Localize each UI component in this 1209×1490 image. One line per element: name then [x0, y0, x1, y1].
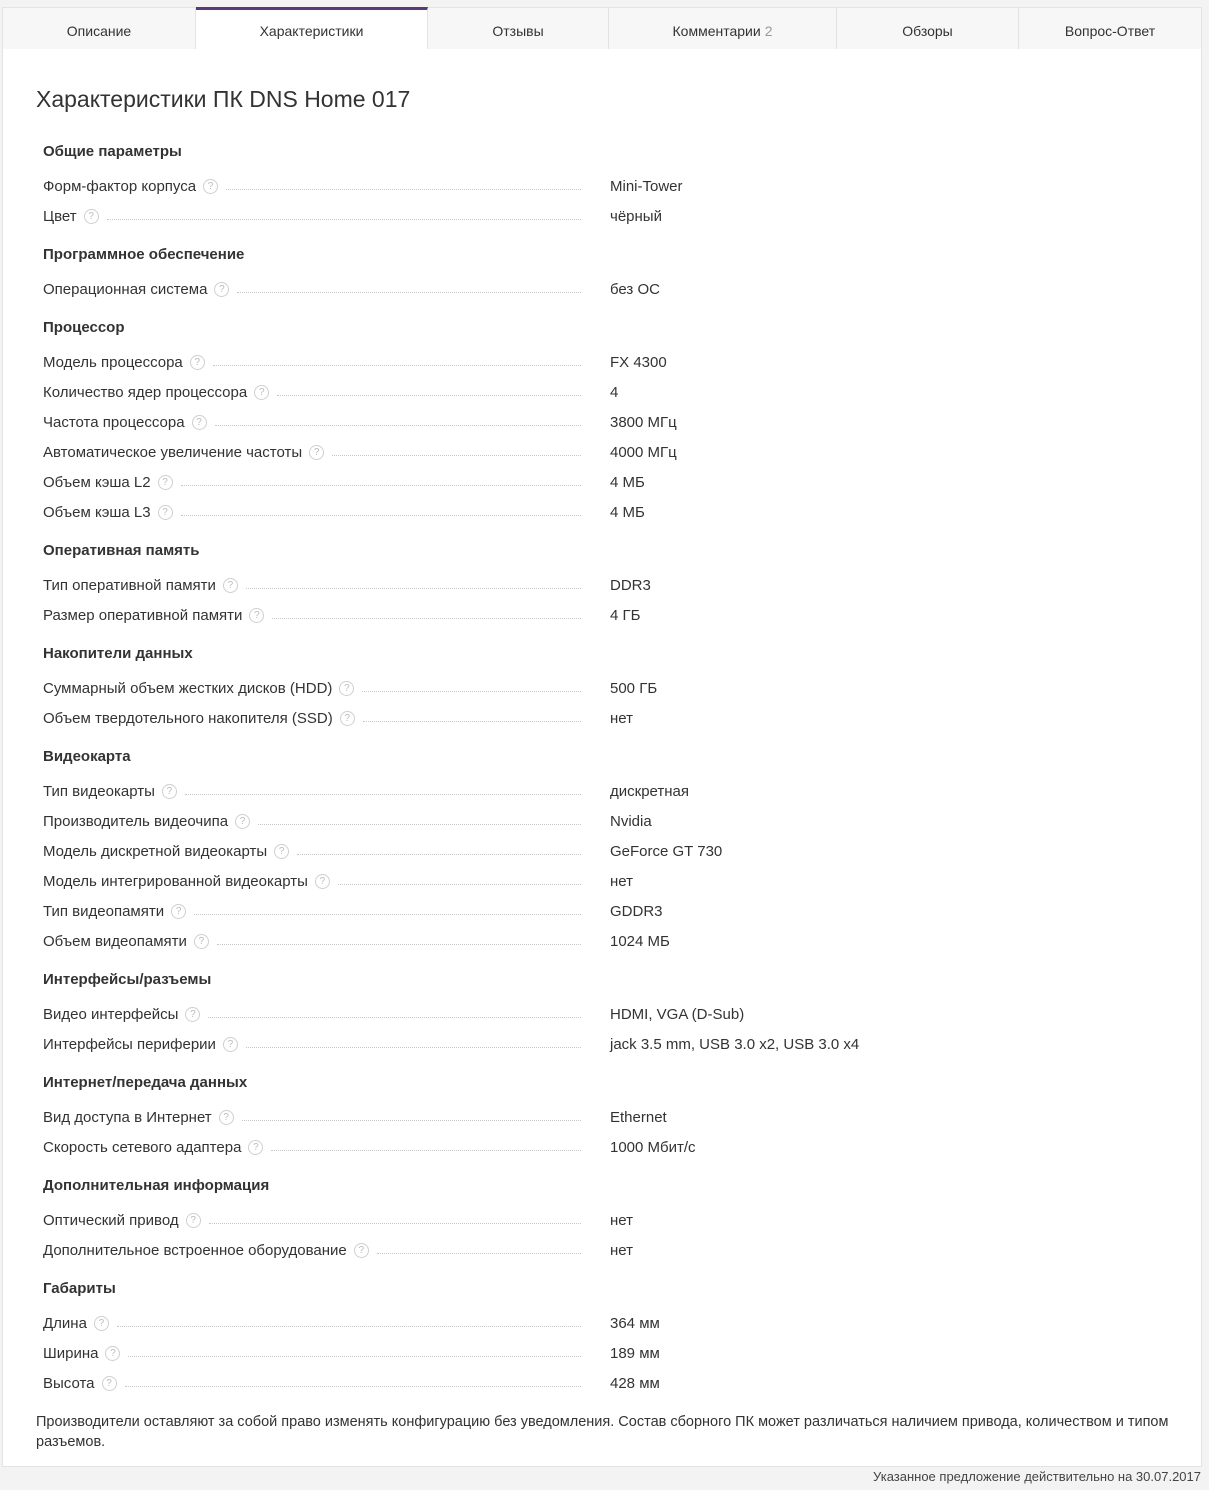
spec-name-cell [43, 1345, 595, 1362]
tab-5[interactable] [837, 7, 1019, 50]
spec-value: 189 мм [610, 1344, 660, 1362]
spec-name: Оптический привод [43, 1211, 179, 1229]
question-circle-icon[interactable]: ? [248, 1140, 263, 1155]
spec-name-cell [43, 813, 595, 830]
question-circle-icon[interactable]: ? [186, 1213, 201, 1228]
spec-value: 500 ГБ [610, 679, 658, 697]
dotted-leader [242, 1120, 581, 1121]
spec-group [43, 1072, 1173, 1162]
dotted-leader [258, 824, 581, 825]
spec-row [43, 600, 1173, 630]
spec-name: Высота [43, 1374, 95, 1392]
spec-name: Интерфейсы периферии [43, 1035, 216, 1053]
spec-row [43, 497, 1173, 527]
question-circle-icon[interactable]: ? [162, 784, 177, 799]
tab-label: Описание [66, 23, 132, 39]
spec-group-title: Общие параметры [43, 143, 182, 160]
spec-name-cell [43, 444, 595, 461]
dotted-leader [213, 365, 581, 366]
question-circle-icon[interactable]: ? [84, 209, 99, 224]
spec-name-cell [43, 783, 595, 800]
dotted-leader [217, 944, 581, 945]
spec-name: Количество ядер процессора [43, 383, 248, 401]
spec-value: дискретная [610, 782, 689, 800]
question-circle-icon[interactable]: ? [214, 282, 229, 297]
product-tabs [2, 7, 1202, 50]
spec-row [43, 1132, 1173, 1162]
tab-label: Комментарии [672, 23, 761, 39]
spec-name-cell [43, 354, 595, 371]
dotted-leader [209, 1223, 581, 1224]
spec-group-title: Видеокарта [43, 748, 131, 765]
spec-name-cell [43, 577, 595, 594]
question-circle-icon[interactable]: ? [249, 608, 264, 623]
spec-row [43, 673, 1173, 703]
dotted-leader [128, 1356, 581, 1357]
question-circle-icon[interactable]: ? [315, 874, 330, 889]
spec-row [43, 274, 1173, 304]
spec-row [43, 437, 1173, 467]
question-circle-icon[interactable]: ? [339, 681, 354, 696]
spec-name: Объем кэша L2 [43, 473, 151, 491]
tab-label: Характеристики [259, 23, 364, 39]
dotted-leader [246, 588, 581, 589]
dotted-leader [338, 884, 581, 885]
spec-name-cell [43, 384, 595, 401]
spec-row [43, 776, 1173, 806]
spec-value: нет [610, 709, 633, 727]
spec-name-cell [43, 504, 595, 521]
spec-name-cell [43, 414, 595, 431]
dotted-leader [226, 189, 581, 190]
spec-name: Производитель видеочипа [43, 812, 229, 830]
spec-row [43, 836, 1173, 866]
spec-row [43, 407, 1173, 437]
spec-name: Частота процессора [43, 413, 185, 431]
spec-row [43, 703, 1173, 733]
spec-name: Длина [43, 1314, 87, 1332]
spec-row [43, 1029, 1173, 1059]
spec-value: Mini-Tower [610, 177, 683, 195]
spec-value: GeForce GT 730 [610, 842, 723, 860]
spec-group [43, 746, 1173, 956]
spec-value: без ОС [610, 280, 660, 298]
spec-value: 364 мм [610, 1314, 660, 1332]
question-circle-icon[interactable]: ? [158, 505, 173, 520]
spec-group-title: Накопители данных [43, 645, 193, 662]
spec-name: Форм-фактор корпуса [43, 177, 197, 195]
spec-value: Ethernet [610, 1108, 667, 1126]
spec-group-title: Оперативная память [43, 542, 200, 559]
spec-value: jack 3.5 mm, USB 3.0 x2, USB 3.0 x4 [610, 1035, 860, 1053]
tab-label: Вопрос-Ответ [1064, 23, 1156, 39]
spec-name-cell [43, 933, 595, 950]
spec-value: DDR3 [610, 576, 651, 594]
dotted-leader [107, 219, 581, 220]
question-circle-icon[interactable]: ? [274, 844, 289, 859]
spec-value: FX 4300 [610, 353, 667, 371]
spec-name: Модель интегрированной видеокарты [43, 872, 308, 890]
spec-row [43, 1102, 1173, 1132]
dotted-leader [362, 691, 581, 692]
spec-name: Тип оперативной памяти [43, 576, 216, 594]
spec-value: Nvidia [610, 812, 652, 830]
spec-value: 4 [610, 383, 619, 401]
spec-value: 4 МБ [610, 473, 645, 491]
spec-group-title: Процессор [43, 319, 125, 336]
spec-row [43, 1235, 1173, 1265]
spec-row [43, 377, 1173, 407]
spec-value: HDMI, VGA (D-Sub) [610, 1005, 745, 1023]
tab-3[interactable] [428, 7, 609, 50]
spec-group [43, 141, 1173, 231]
spec-group [43, 1175, 1173, 1265]
dotted-leader [363, 721, 581, 722]
spec-value: 1000 Мбит/с [610, 1138, 696, 1156]
spec-name: Ширина [43, 1344, 99, 1362]
spec-value: 4000 МГц [610, 443, 677, 461]
question-circle-icon[interactable]: ? [94, 1316, 109, 1331]
disclaimer-note: Производители оставляют за собой право изменять конфигурацию без уведомления. Состав сборного ПК может различаться наличием привода, количеством и типом разъемов. [36, 1414, 1169, 1450]
spec-row [43, 347, 1173, 377]
question-circle-icon[interactable]: ? [192, 415, 207, 430]
dotted-leader [272, 618, 581, 619]
spec-value: нет [610, 1241, 633, 1259]
dotted-leader [332, 455, 581, 456]
spec-name-cell [43, 1242, 595, 1259]
question-circle-icon[interactable]: ? [203, 179, 218, 194]
dotted-leader [237, 292, 581, 293]
spec-name-cell [43, 607, 595, 624]
question-circle-icon[interactable]: ? [223, 1037, 238, 1052]
dotted-leader [125, 1386, 581, 1387]
spec-row [43, 806, 1173, 836]
spec-name-cell [43, 1139, 595, 1156]
question-circle-icon[interactable]: ? [340, 711, 355, 726]
spec-name: Вид доступа в Интернет [43, 1108, 212, 1126]
question-circle-icon[interactable]: ? [254, 385, 269, 400]
spec-value: 4 МБ [610, 503, 645, 521]
dotted-leader [185, 794, 581, 795]
spec-group-title: Программное обеспечение [43, 246, 245, 263]
spec-name-cell [43, 680, 595, 697]
spec-row [43, 999, 1173, 1029]
dotted-leader [377, 1253, 581, 1254]
spec-row [43, 926, 1173, 956]
spec-row [43, 570, 1173, 600]
dotted-leader [215, 425, 581, 426]
question-circle-icon[interactable]: ? [185, 1007, 200, 1022]
question-circle-icon[interactable]: ? [171, 904, 186, 919]
spec-value: 1024 МБ [610, 932, 670, 950]
question-circle-icon[interactable]: ? [219, 1110, 234, 1125]
specs-list [43, 141, 1173, 1411]
dotted-leader [194, 914, 581, 915]
tab-label: Отзывы [492, 23, 544, 39]
spec-name: Суммарный объем жестких дисков (HDD) [43, 679, 333, 697]
spec-group [43, 317, 1173, 527]
question-circle-icon[interactable]: ? [105, 1346, 120, 1361]
dotted-leader [181, 515, 581, 516]
question-circle-icon[interactable]: ? [223, 578, 238, 593]
spec-value: нет [610, 1211, 633, 1229]
dotted-leader [246, 1047, 581, 1048]
spec-name-cell [43, 178, 595, 195]
spec-group [43, 969, 1173, 1059]
spec-row [43, 1338, 1173, 1368]
spec-name-cell [43, 1109, 595, 1126]
spec-name-cell [43, 1036, 595, 1053]
spec-name: Объем кэша L3 [43, 503, 151, 521]
spec-value: нет [610, 872, 633, 890]
spec-name: Модель процессора [43, 353, 183, 371]
spec-value: 4 ГБ [610, 606, 641, 624]
spec-name-cell [43, 710, 595, 727]
spec-group [43, 1278, 1173, 1398]
tab-2[interactable] [196, 7, 428, 50]
spec-group [43, 643, 1173, 733]
dotted-leader [271, 1150, 581, 1151]
spec-name: Скорость сетевого адаптера [43, 1138, 242, 1156]
spec-group-title: Интернет/передача данных [43, 1074, 248, 1091]
spec-name: Операционная система [43, 280, 208, 298]
spec-row [43, 896, 1173, 926]
spec-name: Объем видеопамяти [43, 932, 187, 950]
tab-1[interactable] [2, 7, 196, 50]
spec-name: Объем твердотельного накопителя (SSD) [43, 709, 333, 727]
dotted-leader [181, 485, 581, 486]
dotted-leader [208, 1017, 581, 1018]
question-circle-icon[interactable]: ? [309, 445, 324, 460]
spec-name: Цвет [43, 207, 77, 225]
question-circle-icon[interactable]: ? [158, 475, 173, 490]
spec-group-title: Габариты [43, 1280, 116, 1297]
spec-value: 3800 МГц [610, 413, 677, 431]
dotted-leader [117, 1326, 581, 1327]
question-circle-icon[interactable]: ? [354, 1243, 369, 1258]
spec-name-cell [43, 1212, 595, 1229]
specs-panel [2, 49, 1202, 1467]
spec-name: Тип видеокарты [43, 782, 155, 800]
spec-name: Размер оперативной памяти [43, 606, 243, 624]
spec-name: Дополнительное встроенное оборудование [43, 1241, 347, 1259]
page-title: Характеристики ПК DNS Home 017 [36, 86, 411, 112]
dotted-leader [297, 854, 581, 855]
spec-name-cell [43, 873, 595, 890]
spec-name-cell [43, 474, 595, 491]
dotted-leader [277, 395, 581, 396]
offer-validity: Указанное предложение действительно на 30.07.2017 [873, 1469, 1201, 1484]
spec-name-cell [43, 1315, 595, 1332]
spec-group-title: Интерфейсы/разъемы [43, 971, 212, 988]
spec-group-title: Дополнительная информация [43, 1177, 270, 1194]
spec-name: Автоматическое увеличение частоты [43, 443, 303, 461]
question-circle-icon[interactable]: ? [235, 814, 250, 829]
spec-name-cell [43, 208, 595, 225]
tab-count-badge: 2 [764, 23, 773, 39]
spec-name: Видео интерфейсы [43, 1005, 179, 1023]
spec-row [43, 467, 1173, 497]
spec-row [43, 201, 1173, 231]
question-circle-icon[interactable]: ? [190, 355, 205, 370]
spec-name-cell [43, 1375, 595, 1392]
tab-label: Обзоры [902, 23, 953, 39]
spec-value: 428 мм [610, 1374, 660, 1392]
spec-name-cell [43, 843, 595, 860]
spec-row [43, 1368, 1173, 1398]
spec-name-cell [43, 1006, 595, 1023]
question-circle-icon[interactable]: ? [102, 1376, 117, 1391]
spec-name-cell [43, 903, 595, 920]
spec-name-cell [43, 281, 595, 298]
spec-row [43, 171, 1173, 201]
question-circle-icon[interactable]: ? [194, 934, 209, 949]
spec-group [43, 244, 1173, 304]
spec-group [43, 540, 1173, 630]
spec-value: чёрный [610, 207, 662, 225]
spec-row [43, 866, 1173, 896]
tab-4[interactable] [609, 7, 837, 50]
spec-value: GDDR3 [610, 902, 663, 920]
spec-name: Тип видеопамяти [43, 902, 165, 920]
spec-row [43, 1205, 1173, 1235]
tab-6[interactable] [1019, 7, 1202, 50]
spec-name: Модель дискретной видеокарты [43, 842, 268, 860]
spec-row [43, 1308, 1173, 1338]
